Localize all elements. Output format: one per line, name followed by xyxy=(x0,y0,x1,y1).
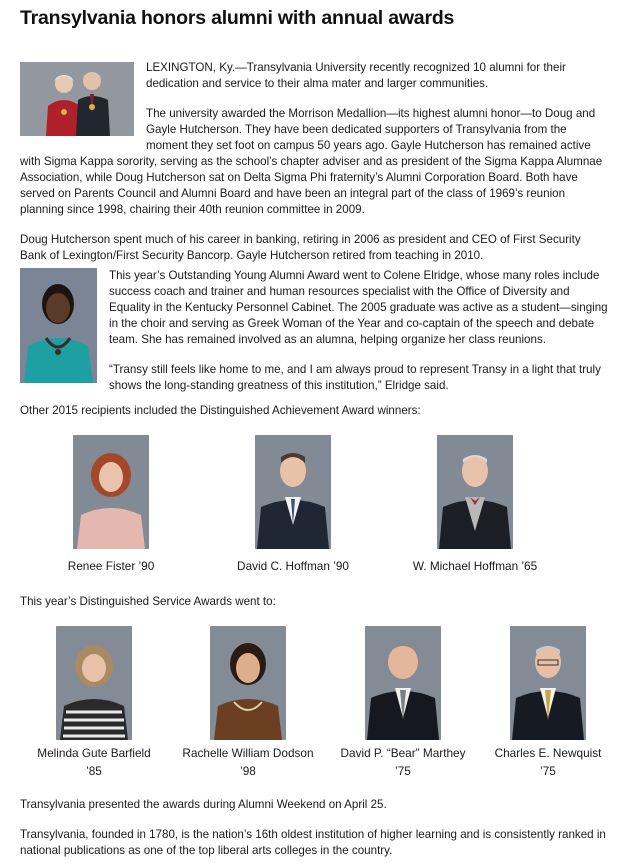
service-caption-3-year: ’75 xyxy=(395,764,411,778)
achievement-caption-1: Renee Fister ’90 xyxy=(67,559,155,573)
service-caption-2-name: Rachelle William Dodson xyxy=(182,746,314,760)
achievement-caption-3: W. Michael Hoffman ’65 xyxy=(412,559,538,573)
paragraph-about: Transylvania, founded in 1780, is the nation’s 16th oldest institution of higher learning and is consistently ranked in national publications as one of the top liberal arts colleges in the country. xyxy=(20,828,606,857)
paragraph-quote: “Transy still feels like home to me, and I am always proud to represent Transy in a light that truly shows the long-standing greatness of this institution,” Elridge said. xyxy=(109,363,601,392)
service-caption-1-year: ’85 xyxy=(86,764,102,778)
david-marthey-photo xyxy=(365,626,441,740)
service-caption-4-year: ’75 xyxy=(540,764,556,778)
service-caption-1-name: Melinda Gute Barfield xyxy=(37,746,151,760)
paragraph-presented: Transylvania presented the awards during Alumni Weekend on April 25. xyxy=(20,798,387,811)
renee-fister-photo xyxy=(73,435,149,549)
service-caption-3-name: David P. “Bear” Marthey xyxy=(340,746,466,760)
service-caption-4-name: Charles E. Newquist xyxy=(494,746,602,760)
service-intro: This year’s Distinguished Service Awards went to: xyxy=(20,595,276,608)
rachelle-dodson-photo xyxy=(210,626,286,740)
paragraph-morrison-medallion: The university awarded the Morrison Medallion—its highest alumni honor—to Doug and Gayle Hutcherson. They have been dedicated supporters of Transylvania from the moment they set foot on campus 50 years ago. Gayle Hutcherson has remained active with Sigma Kappa sorority, serving as the school’s chapter adviser and as president of the Sigma Kappa Alumnae Association, while Doug Hutcherson sat on Delta Sigma Phi fraternity’s Alumni Corporation Board. Both have served on Parents Council and Alumni Board and have been an integral part of the class of 1969’s reunion planning since 1998, chairing their 40th reunion committee in 2009. xyxy=(20,107,603,216)
service-caption-2-year: ’98 xyxy=(240,764,256,778)
elridge-photo xyxy=(20,268,97,383)
w-michael-hoffman-photo xyxy=(437,435,513,549)
david-c-hoffman-photo xyxy=(255,435,331,549)
achievement-intro: Other 2015 recipients included the Distinguished Achievement Award winners: xyxy=(20,404,421,417)
hutcherson-section xyxy=(20,60,610,264)
charles-newquist-photo xyxy=(510,626,586,740)
paragraph-young-alumni: This year’s Outstanding Young Alumni Award went to Colene Elridge, whose many roles include success coach and trainer and human resources specialist with the Office of Diversity and Equality in the Kentucky Personnel Cabinet. The 2005 graduate was active as a student—singing in the choir and serving as Greek Woman of the Year and co-captain of the speech and debate team. She has remained involved as an alumna, helping organize her class reunions. xyxy=(109,269,608,346)
paragraph-doug-career: Doug Hutcherson spent much of his career in banking, retiring in 2006 as president and CEO of First Security Bank of Lexington/First Security Bancorp. Gayle Hutcherson retired from teaching in 2010. xyxy=(20,233,581,262)
elridge-section xyxy=(20,268,610,394)
melinda-barfield-photo xyxy=(56,626,132,740)
article-title: Transylvania honors alumni with annual awards xyxy=(20,7,455,29)
paragraph-intro: LEXINGTON, Ky.—Transylvania University recently recognized 10 alumni for their dedication and service to their alma mater and larger communities. xyxy=(146,61,566,90)
hutcherson-photo xyxy=(20,62,134,136)
achievement-caption-2: David C. Hoffman ’90 xyxy=(237,559,349,573)
